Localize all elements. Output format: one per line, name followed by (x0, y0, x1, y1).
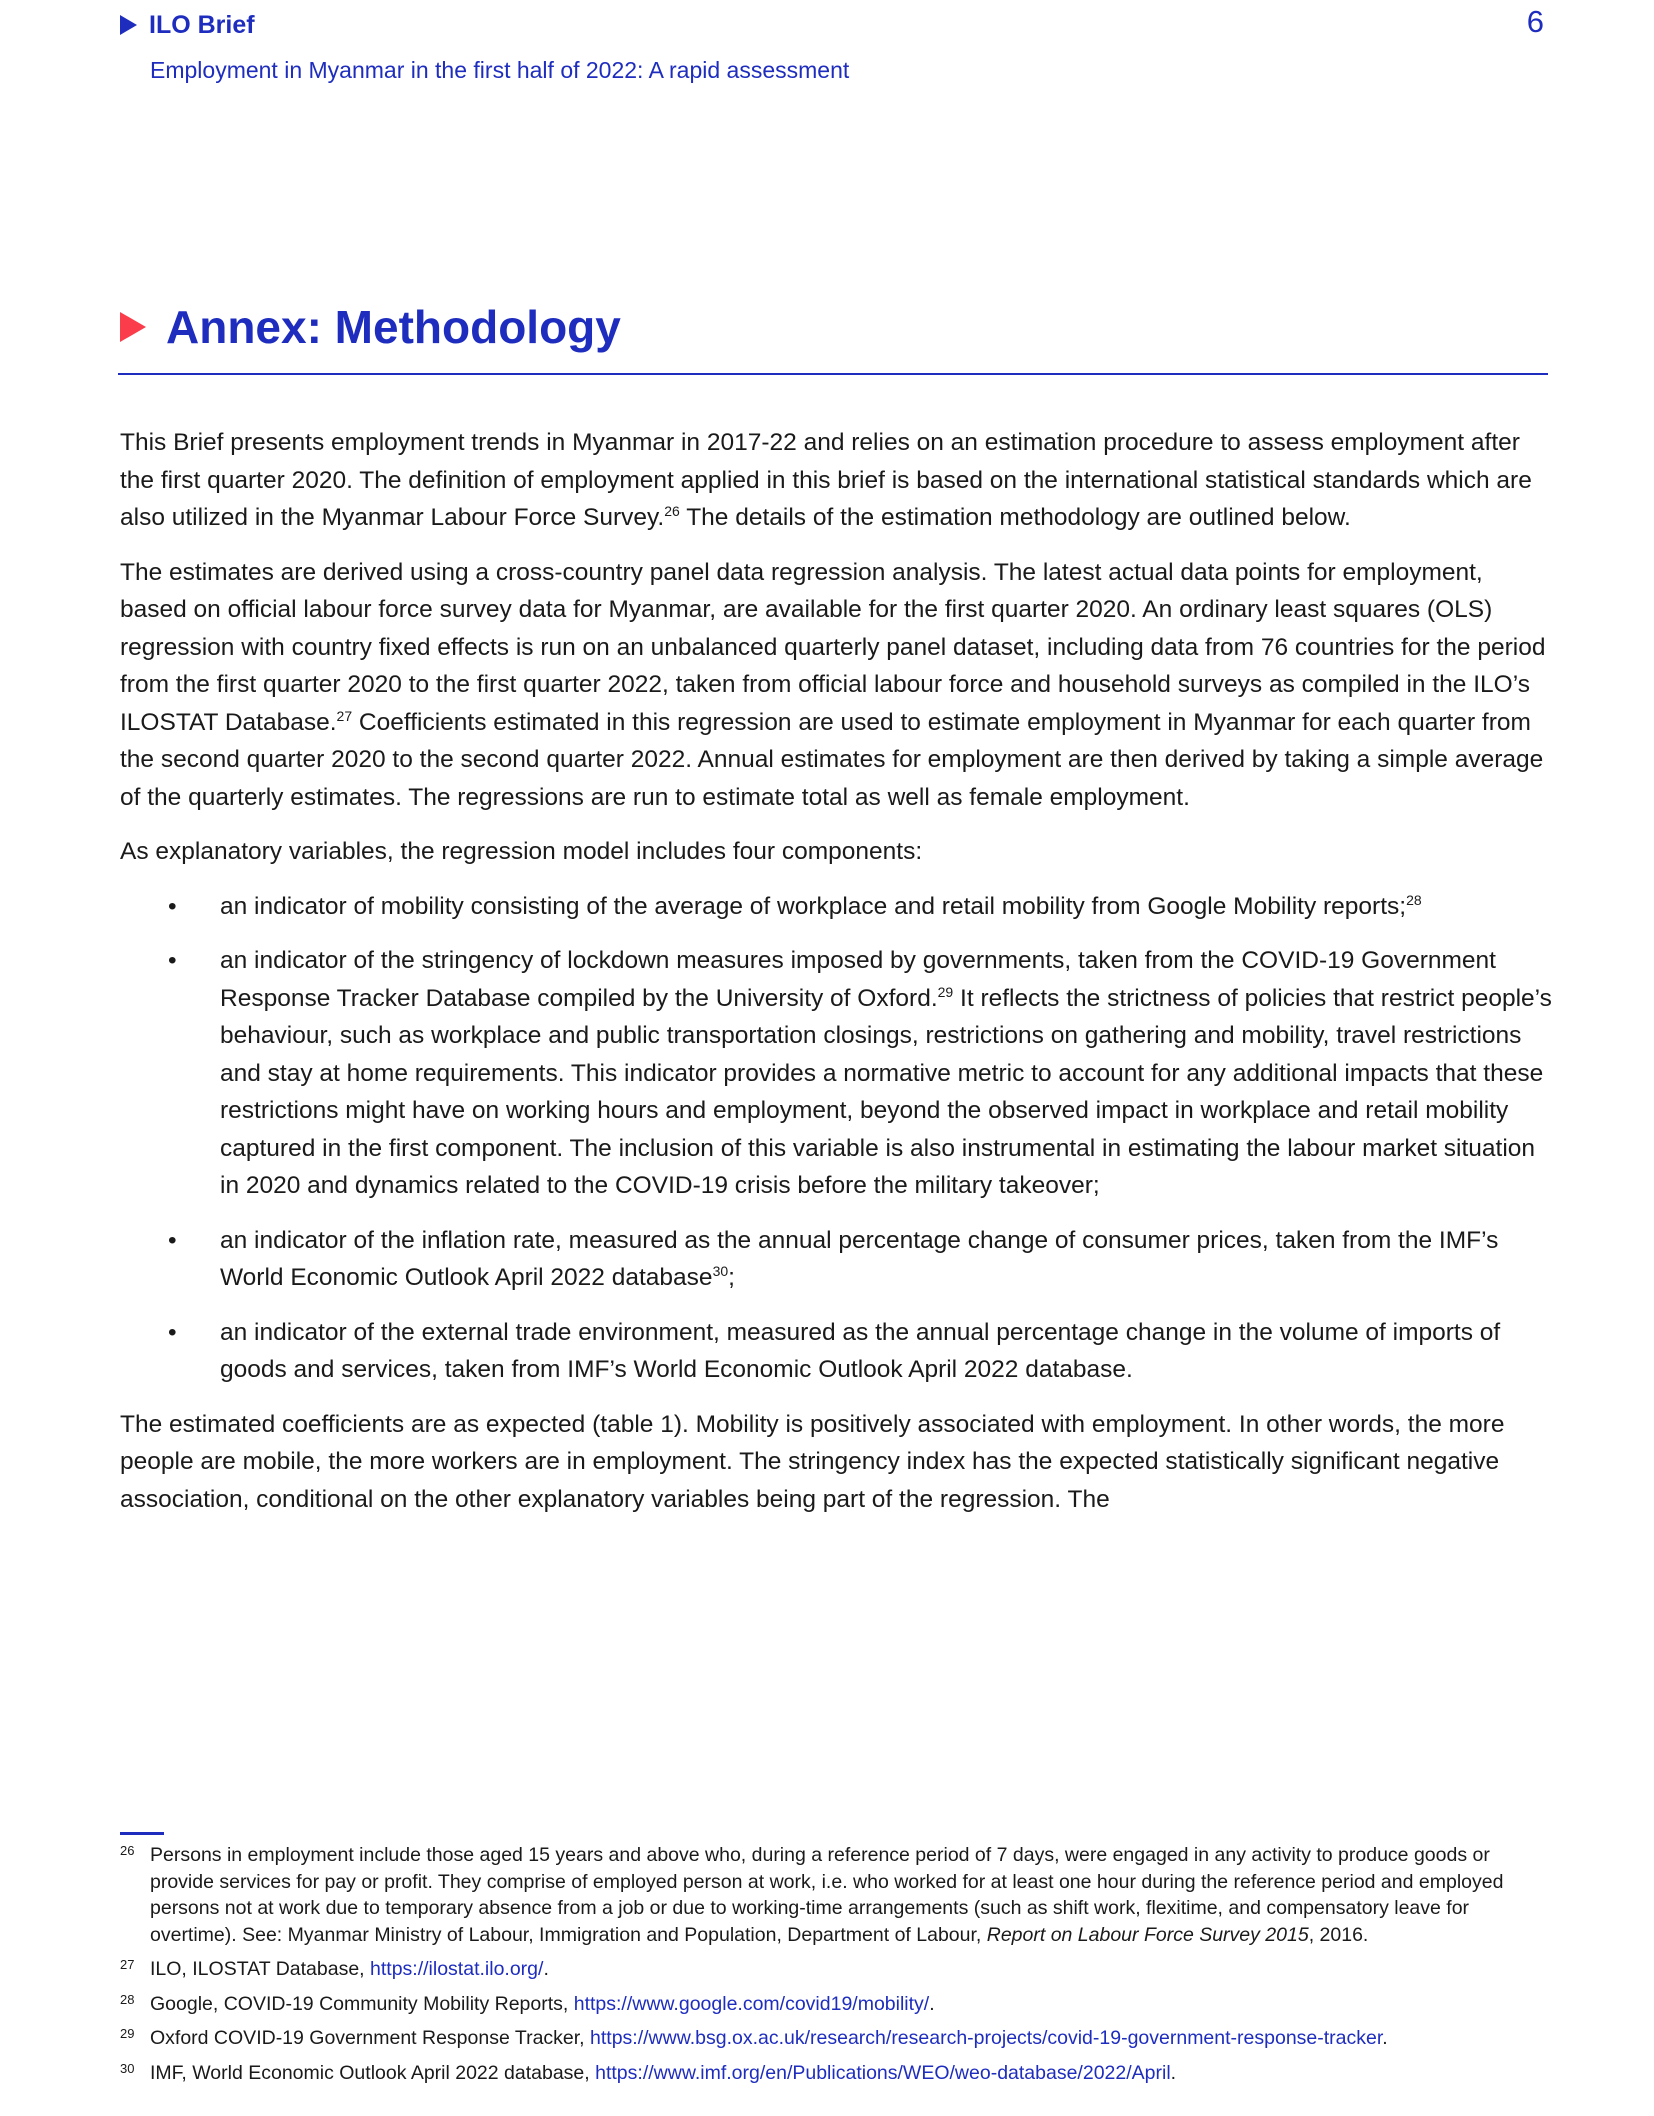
footnote-26 (120, 1842, 1554, 1948)
footnote-link[interactable]: https://www.google.com/covid19/mobility/ (573, 1992, 930, 2015)
footnote-ref[interactable]: 28 (1406, 891, 1422, 908)
paragraph-text: Coefficients estimated in this regression are used to estimate employment in Myanmar for each quarter from the second quarter 2020 to the second quarter 2022. Annual estimates for employment are then derived by taking a simple average of the quarterly estimates. The regressions are run to estimate total as well as female employment. (120, 708, 1544, 811)
document-subtitle: Employment in Myanmar in the first half of 2022: A rapid assessment (150, 57, 850, 83)
brief-label-row (120, 8, 1550, 42)
page-number: 6 (1526, 4, 1544, 39)
footnote-text: . (543, 1958, 549, 1980)
list-item (120, 942, 1554, 1205)
footnote-text: . (1382, 2027, 1388, 2049)
body-content (120, 424, 1554, 1535)
footnote-number: 30 (120, 2060, 135, 2076)
footnote-text: Persons in employment include those aged 15 years and above who, during a reference period of 7 days, were engaged in any activity to produce goods or provide services for pay or profit. They comprise of employed person at work, i.e. who worked for at least one hour during the reference period and employed persons not at work due to temporary absence from a job or due to working-time arrangements (such as shift work, flexitime, and compensatory leave for overtime). See: Myanmar Ministry of Labour, Immigration and Population, Department of Labour, (150, 1844, 1504, 1946)
footnote-number: 28 (120, 1991, 135, 2007)
paragraph-estimation (120, 554, 1554, 817)
footnote-ref[interactable]: 26 (664, 503, 680, 519)
footnote-link[interactable]: https://www.imf.org/en/Publications/WEO/weo-database/2022/April (595, 2061, 1171, 2084)
bullet-icon: • (168, 892, 177, 920)
paragraph-text: The details of the estimation methodology are outlined below. (679, 504, 1351, 531)
footnote-28 (120, 1991, 1554, 2018)
footnote-ref[interactable]: 29 (937, 983, 954, 1000)
play-triangle-icon (120, 312, 146, 342)
footnote-27 (120, 1956, 1554, 1983)
paragraph-text: This Brief presents employment trends in Myanmar in 2017-22 and relies on an estimation procedure to assess employment after the first quarter 2020. The definition of employment applied in this brief is based on the international statistical standards which are also utilized in the Myanmar Labour Force Survey. (120, 429, 1532, 531)
bullet-icon: • (168, 1226, 177, 1254)
section-heading (120, 300, 621, 354)
footnote-text: ILO, ILOSTAT Database, (150, 1958, 371, 1980)
footnote-text: Oxford COVID-19 Government Response Tracker, (150, 2027, 591, 2049)
footnote-number: 29 (120, 2026, 135, 2041)
footnote-number: 26 (120, 1843, 135, 1858)
footnote-text: . (929, 1992, 935, 2015)
footnote-link[interactable]: https://ilostat.ilo.org/ (370, 1958, 544, 1980)
bullet-icon: • (168, 947, 177, 974)
list-item-text: an indicator of the stringency of lockdown measures imposed by governments, taken from the COVID-19 Government Response Tracker Database compiled by the University of Oxford. (220, 947, 1496, 1012)
list-item (120, 888, 1554, 926)
list-item-text: an indicator of mobility consisting of the average of workplace and retail mobility from Google Mobility reports; (220, 892, 1407, 920)
paragraph-intro (120, 424, 1554, 537)
footnote-ref[interactable]: 30 (712, 1263, 729, 1279)
list-item-text: It reflects the strictness of policies that restrict people’s behaviour, such as workplace and public transportation closings, restrictions on gathering and mobility, travel restrictions and stay at home requirements. This indicator provides a normative metric to account for any additional impacts that these restrictions might have on working hours and employment, beyond the observed impact in workplace and retail mobility captured in the first component. The inclusion of this variable is also instrumental in estimating the labour market situation in 2020 and dynamics related to the COVID-19 crisis before the military takeover; (220, 984, 1552, 1199)
brief-label: ILO Brief (149, 10, 255, 39)
list-item (120, 1222, 1554, 1297)
footnote-ref[interactable]: 27 (336, 707, 353, 724)
footnote-text: IMF, World Economic Outlook April 2022 database, (150, 2061, 596, 2084)
list-item (120, 1314, 1554, 1389)
list-item-text: ; (728, 1264, 735, 1291)
component-list (120, 888, 1554, 1389)
footnote-text: , 2016. (1308, 1923, 1369, 1946)
footnote-divider (120, 1832, 164, 1835)
list-item-text: an indicator of the external trade environment, measured as the annual percentage change in the volume of imports of goods and services, taken from IMF’s World Economic Outlook April 2022 database. (220, 1318, 1501, 1383)
footnote-link[interactable]: https://www.bsg.ox.ac.uk/research/research-projects/covid-19-government-response-tracker (590, 2027, 1383, 2049)
title-divider (118, 373, 1548, 375)
footnote-text: . (1170, 2061, 1177, 2084)
section-title: Annex: Methodology (166, 301, 621, 353)
bullet-icon: • (168, 1318, 177, 1346)
footnote-number: 27 (120, 1957, 135, 1972)
footnote-text: Google, COVID-19 Community Mobility Reports, (150, 1992, 574, 2015)
paragraph-coefficients: The estimated coefficients are as expected (table 1). Mobility is positively associated with employment. In other words, the more people are mobile, the more workers are in employment. The stringency index has the expected statistically significant negative association, conditional on the other explanatory variables being part of the regression. The (120, 1410, 1505, 1513)
footnote-report-title: Report on Labour Force Survey 2015 (986, 1923, 1309, 1946)
footnote-29 (120, 2025, 1554, 2052)
paragraph-text: The estimates are derived using a cross-country panel data regression analysis. The latest actual data points for employment, based on official labour force survey data for Myanmar, are available for the first quarter 2020. An ordinary least squares (OLS) regression with country fixed effects is run on an unbalanced quarterly panel dataset, including data from 76 countries for the period from the first quarter 2020 to the first quarter 2022, taken from official labour force and household surveys as compiled in the ILO’s ILOSTAT Database. (120, 558, 1546, 736)
footnotes (120, 1842, 1554, 2094)
list-item-text: an indicator of the inflation rate, measured as the annual percentage change of consumer prices, taken from the IMF’s World Economic Outlook April 2022 database (220, 1226, 1499, 1291)
page-header (120, 8, 1550, 84)
play-triangle-icon (120, 15, 137, 35)
paragraph-variables-intro: As explanatory variables, the regression model includes four components: (120, 838, 923, 865)
footnote-30 (120, 2060, 1554, 2087)
